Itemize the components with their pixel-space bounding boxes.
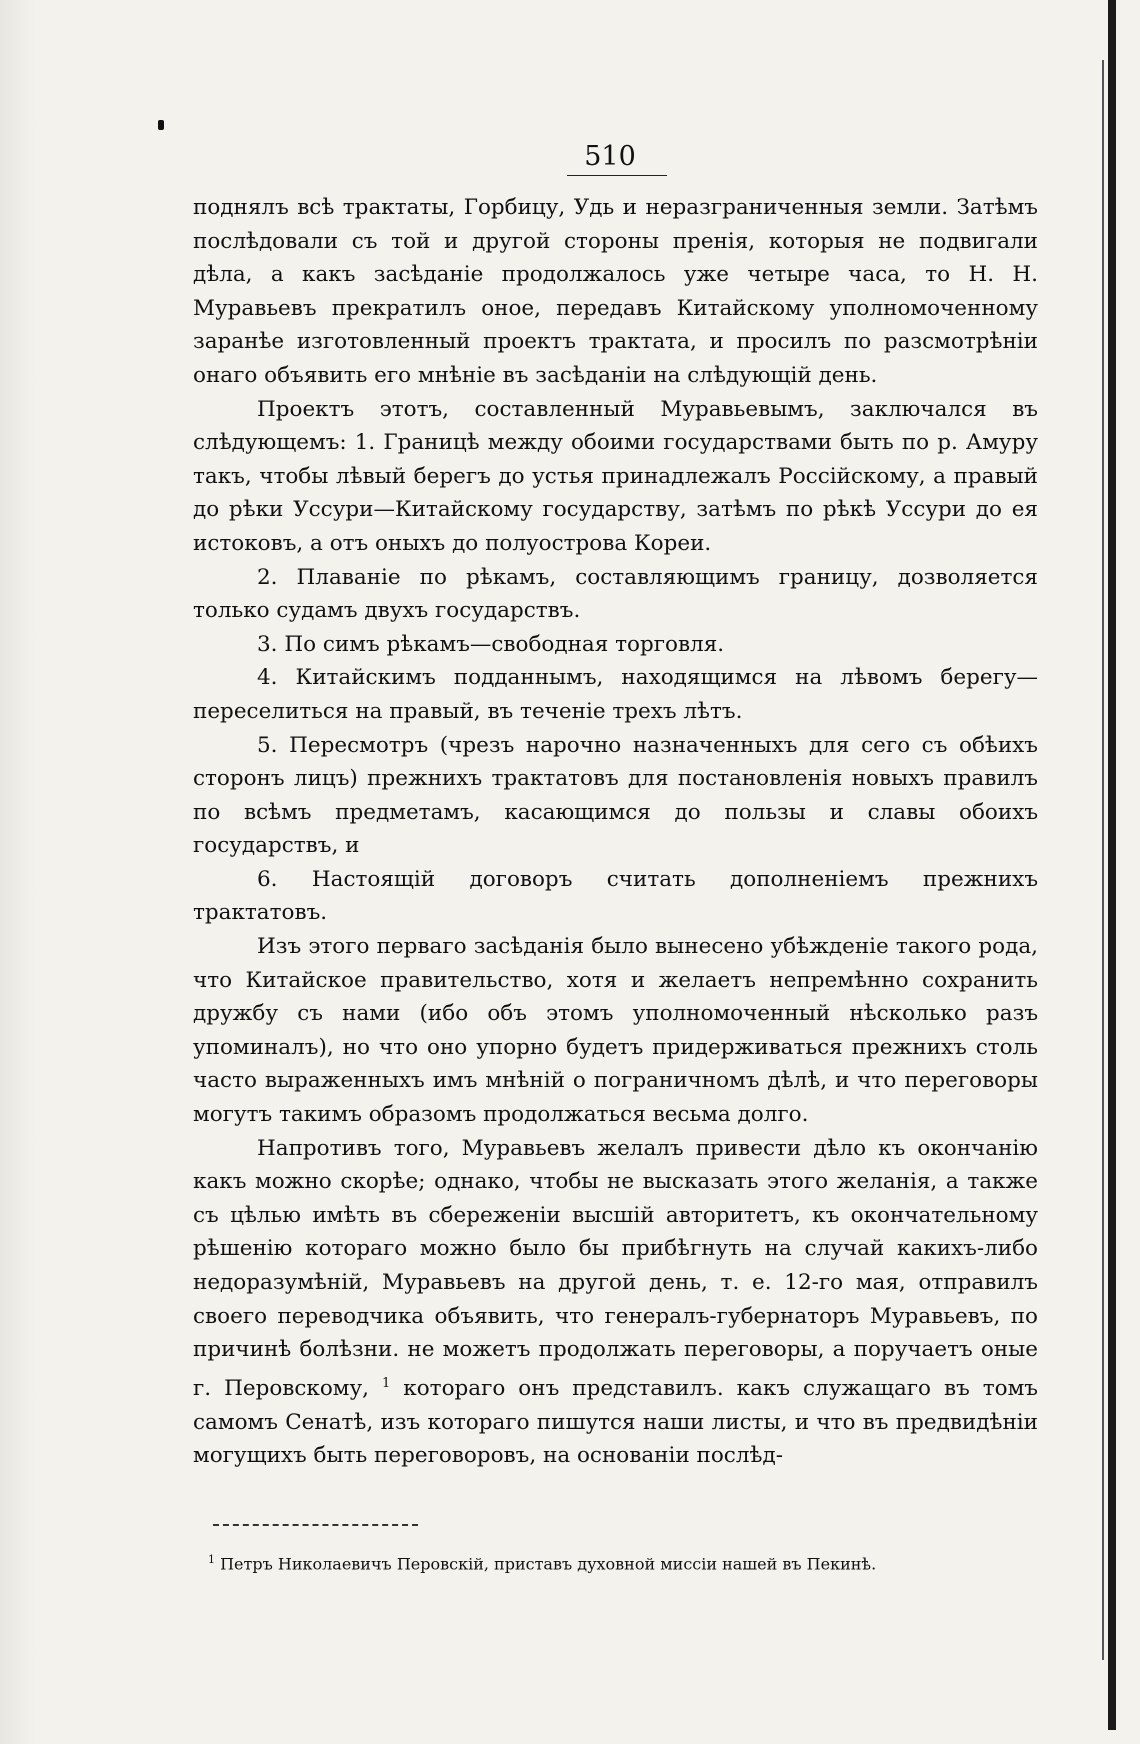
ink-spot (158, 120, 164, 130)
paragraph: Изъ этого перваго засѣданія было вынесено убѣжденіе такого рода, что Китайское правительство, хотя и желаетъ непремѣнно сохранить дружбу съ нами (ибо объ этомъ уполномоченный нѣсколько разъ упоминалъ), но что оно упорно будетъ придерживаться прежнихъ столь часто выраженныхъ имъ мнѣній о пограничномъ дѣлѣ, и что переговоры могутъ такимъ образомъ продолжаться весьма долго. (193, 934, 1038, 1128)
paragraph-text: Напротивъ того, Муравьевъ желалъ привести дѣло къ окончанію какъ можно скорѣе; однако, чтобы не высказать этого желанія, а также съ цѣлью имѣть въ сбереженіи высшій авторитетъ, къ окончательному рѣшенію котораго можно было бы прибѣгнуть на случай какихъ-либо недоразумѣній, Муравьевъ на другой день, т. е. 12-го мая, отправилъ своего переводчика объявить, что генералъ-губернаторъ Муравьевъ, по причинѣ болѣзни. не можетъ продолжать переговоры, а поручаетъ оные г. Перовскому, (193, 1135, 1038, 1401)
footnote (208, 1549, 1038, 1575)
paragraph: Проектъ этотъ, составленный Муравьевымъ, заключался въ слѣдующемъ: 1. Границѣ между обоими государствами быть по р. Амуру такъ, чтобы лѣвый берегъ до устья принадлежалъ Россійскому, а правый до рѣки Уссури—Китайскому государству, затѣмъ по рѣкѣ Уссури до ея истоковъ, а отъ оныхъ до полуострова Кореи. (193, 396, 1038, 556)
list-item: 3. По симъ рѣкамъ—свободная торговля. (257, 631, 725, 657)
page-edge-bar (1108, 0, 1116, 1730)
footnote-text: Петръ Николаевичъ Перовскій, приставъ духовной миссіи нашей въ Пекинѣ. (220, 1554, 877, 1574)
paragraph (193, 1132, 1038, 1473)
list-item: 6. Настоящій договоръ считать дополненіемъ прежнихъ трактатовъ. (193, 866, 1038, 926)
footnote-number: 1 (208, 1553, 215, 1566)
page-number: 510 (584, 141, 636, 172)
scan-shadow (0, 0, 36, 1744)
paragraph: поднялъ всѣ трактаты, Горбицу, Удь и неразграниченныя земли. Затѣмъ послѣдовали съ той и другой стороны пренія, которыя не подвигали дѣла, а какъ засѣданіе продолжалось уже четыре часа, то Н. Н. Муравьевъ прекратилъ оное, передавъ Китайскому уполномоченному заранѣе изготовленный проектъ трактата, и просилъ по разсмотрѣніи онаго объявить его мнѣніе въ засѣданіи на слѣдующій день. (193, 195, 1038, 388)
footnote-separator (213, 1524, 418, 1526)
page-number-rule (567, 175, 667, 176)
list-item: 4. Китайскимъ подданнымъ, находящимся на лѣвомъ берегу—переселиться на правый, въ теченіе трехъ лѣтъ. (193, 665, 1038, 724)
list-item: 2. Плаваніе по рѣкамъ, составляющимъ границу, дозволяется только судамъ двухъ государствъ. (193, 564, 1038, 624)
list-item: 5. Пересмотръ (чрезъ нарочно назначенныхъ для сего съ обѣихъ сторонъ лицъ) прежнихъ трактатовъ для постановленія новыхъ правилъ по всѣмъ предметамъ, касающимся до пользы и славы обоихъ государствъ, и (193, 732, 1038, 859)
footnote-marker[interactable]: 1 (382, 1375, 391, 1391)
page-edge-line (1102, 60, 1104, 1660)
paragraph-text: котораго онъ представилъ. какъ служащаго въ томъ самомъ Сенатѣ, изъ котораго пишутся наши листы, и что въ предвидѣніи могущихъ быть переговоровъ, на основаніи послѣд- (193, 1375, 1038, 1469)
main-text (193, 191, 1038, 1473)
